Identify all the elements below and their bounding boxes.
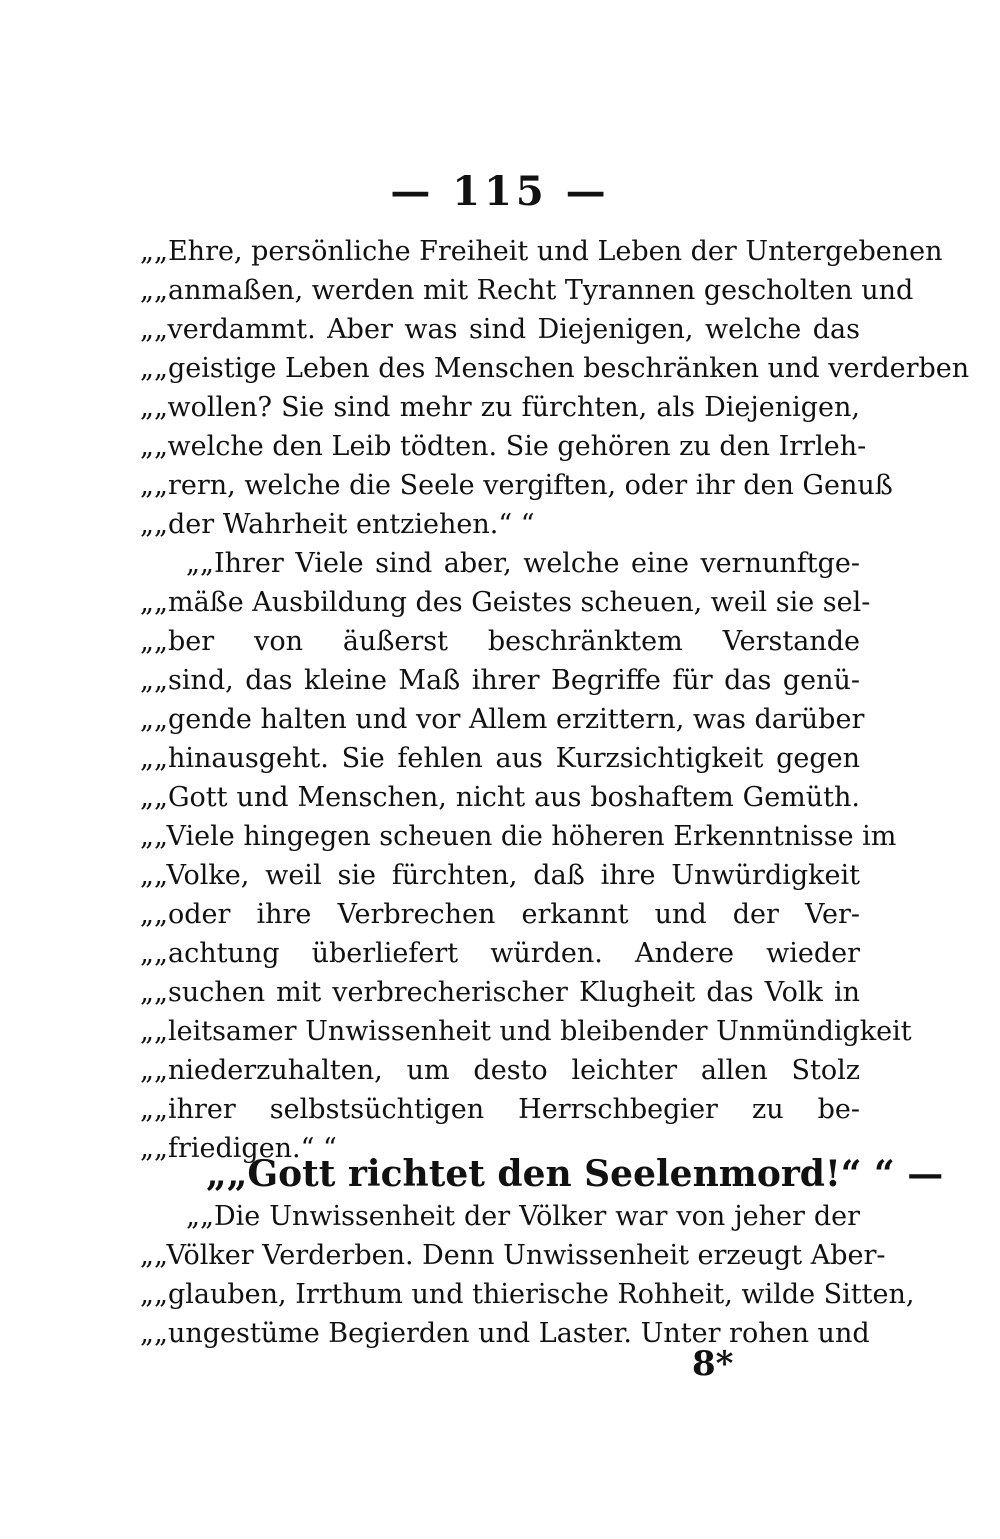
text-line: „„ber von äußerst beschränktem Verstande — [140, 626, 860, 657]
text-line: „„sind, das kleine Maß ihrer Begriffe für das genü- — [140, 665, 860, 696]
text-line: „„rern, welche die Seele vergiften, oder ihr den Genuß — [140, 470, 893, 501]
text-line: „„Gott und Menschen, nicht aus boshaftem Gemüth. — [140, 782, 860, 813]
text-line: „„oder ihre Verbrechen erkannt und der Ver- — [140, 899, 860, 930]
text-line: „„Viele hingegen scheuen die höheren Erkenntnisse im — [140, 821, 897, 852]
text-line: „„achtung überliefert würden. Andere wieder — [140, 938, 860, 969]
text-line: „„Ihrer Viele sind aber, welche eine vernunftge- — [186, 548, 860, 579]
text-line: „„Völker Verderben. Denn Unwissenheit erzeugt Aber- — [140, 1240, 886, 1271]
text-line: „„der Wahrheit entziehen.“ “ — [140, 509, 535, 540]
text-line: „„leitsamer Unwissenheit und bleibender Unmündigkeit — [140, 1016, 912, 1047]
text-line: „„ungestüme Begierden und Laster. Unter rohen und — [140, 1318, 870, 1349]
text-line: „„gende halten und vor Allem erzittern, was darüber — [140, 704, 865, 735]
text-line: „„geistige Leben des Menschen beschränken und verderben — [140, 353, 970, 384]
text-line: „„ihrer selbstsüchtigen Herrschbegier zu be- — [140, 1094, 860, 1125]
text-line: „„welche den Leib tödten. Sie gehören zu den Irrleh- — [140, 431, 867, 462]
paragraph-2 — [140, 544, 912, 1168]
text-line: „„niederzuhalten, um desto leichter allen Stolz — [140, 1055, 860, 1086]
text-line: „„friedigen.“ “ — [140, 1133, 337, 1164]
section-heading: „„Gott richtet den Seelenmord!“ “ — — [206, 1153, 944, 1195]
text-line: „„suchen mit verbrecherischer Klugheit das Volk in — [140, 977, 860, 1008]
text-line: „„wollen? Sie sind mehr zu fürchten, als Diejenigen, — [140, 392, 860, 423]
text-line: „„anmaßen, werden mit Recht Tyrannen gescholten und — [140, 275, 914, 306]
text-line: „„verdammt. Aber was sind Diejenigen, welche das — [140, 314, 860, 345]
paragraph-1 — [140, 232, 970, 544]
paragraph-3 — [140, 1197, 915, 1353]
text-line: „„Die Unwissenheit der Völker war von jeher der — [186, 1201, 860, 1232]
text-line: „„hinausgeht. Sie fehlen aus Kurzsichtigkeit gegen — [140, 743, 860, 774]
signature-mark: 8* — [692, 1344, 734, 1384]
text-line: „„glauben, Irrthum und thierische Rohheit, wilde Sitten, — [140, 1279, 915, 1310]
text-line: „„Volke, weil sie fürchten, daß ihre Unwürdigkeit — [140, 860, 860, 891]
text-line: „„mäße Ausbildung des Geistes scheuen, weil sie sel- — [140, 587, 871, 618]
text-line: „„Ehre, persönliche Freiheit und Leben der Untergebenen — [140, 236, 943, 267]
page-number: — 115 — — [390, 168, 610, 215]
